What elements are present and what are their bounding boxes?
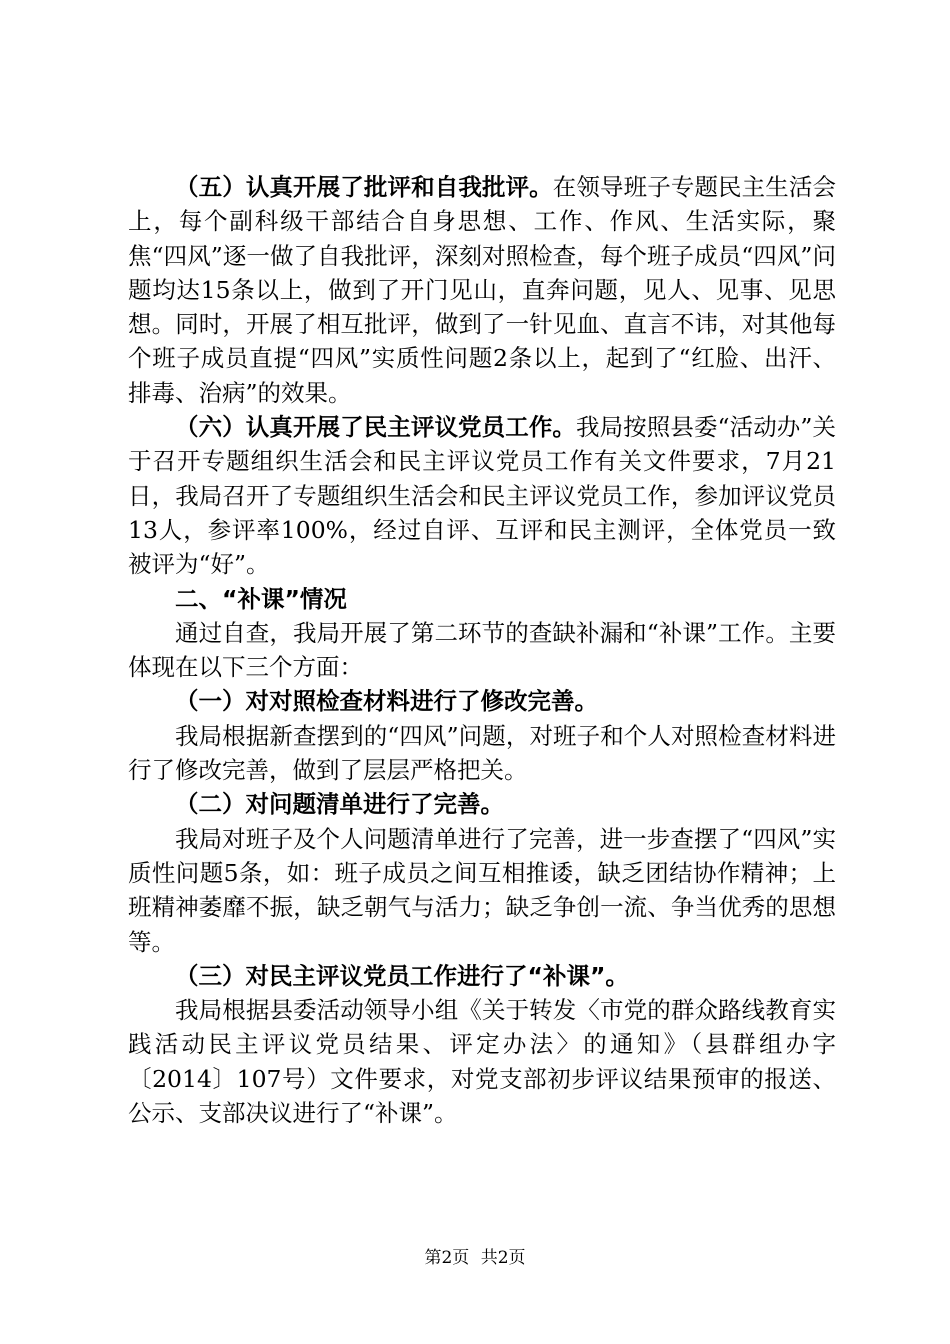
section-heading-makeup: 二、“补课”情况	[175, 584, 347, 613]
paragraph-criticism	[128, 170, 836, 410]
document-body	[128, 170, 836, 1130]
paragraph-member-review-body: 我局按照县委“活动办”关于召开专题组织生活会和民主评议党员工作有关文件要求，7月21日，我局召开了专题组织生活会和民主评议党员工作，参加评议党员13人，参评率100%，经过自评、互评和民主测评，全体党员一致被评为“好”。	[128, 413, 836, 579]
paragraph-criticism-body: 在领导班子专题民主生活会上，每个副科级干部结合自身思想、工作、作风、生活实际，聚焦“四风”逐一做了自我批评，深刻对照检查，每个班子成员“四风”问题均达15条以上，做到了开门见山，直奔问题，见人、见事、见思想。同时，开展了相互批评，做到了一针见血、直言不讳，对其他每个班子成员直提“四风”实质性问题2条以上，起到了“红脸、出汗、排毒、治病”的效果。	[128, 173, 837, 407]
subheading-issue-list: （二）对问题清单进行了完善。	[175, 790, 504, 819]
subheading-member-review-makeup: （三）对民主评议党员工作进行了“补课”。	[175, 961, 629, 990]
paragraph-criticism-lead: （五）认真开展了批评和自我批评。	[175, 173, 553, 201]
section-makeup-intro: 通过自查，我局开展了第二环节的查缺补漏和“补课”工作。主要体现在以下三个方面：	[128, 618, 836, 682]
page-footer	[0, 1243, 950, 1268]
page-total: 共2页	[480, 1248, 526, 1268]
subheading-materials: （一）对对照检查材料进行了修改完善。	[175, 687, 598, 716]
paragraph-materials: 我局根据新查摆到的“四风”问题，对班子和个人对照检查材料进行了修改完善，做到了层层严格把关。	[128, 721, 836, 785]
paragraph-issue-list: 我局对班子及个人问题清单进行了完善，进一步查摆了“四风”实质性问题5条，如：班子成员之间互相推诿，缺乏团结协作精神；上班精神萎靡不振，缺乏朝气与活力；缺乏争创一流、争当优秀的思想等。	[128, 824, 836, 956]
page-number: 第2页	[424, 1248, 470, 1268]
paragraph-member-review	[128, 410, 836, 581]
paragraph-member-review-makeup: 我局根据县委活动领导小组《关于转发〈市党的群众路线教育实践活动民主评议党员结果、评定办法〉的通知》（县群组办字〔2014〕107号）文件要求，对党支部初步评议结果预审的报送、公示、支部决议进行了“补课”。	[128, 996, 836, 1128]
paragraph-member-review-lead: （六）认真开展了民主评议党员工作。	[175, 413, 576, 442]
